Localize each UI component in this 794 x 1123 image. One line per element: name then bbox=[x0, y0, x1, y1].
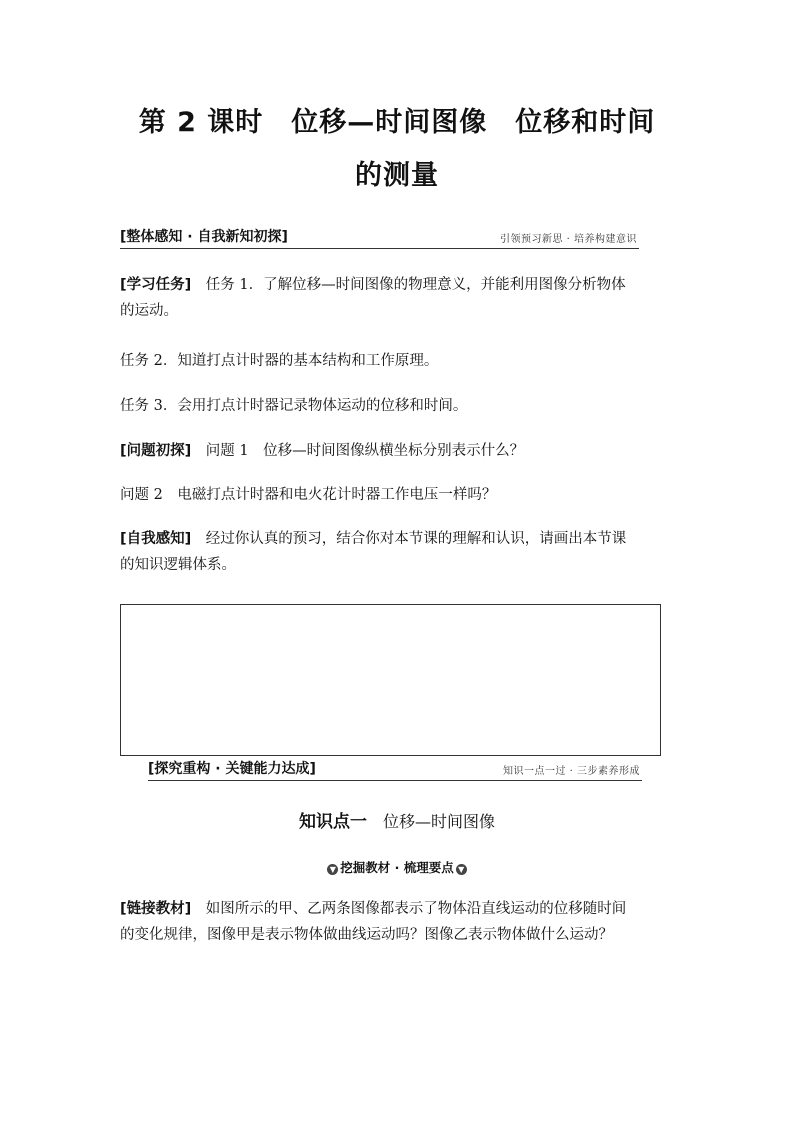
textbook-line1: 如图所示的甲、乙两条图像都表示了物体沿直线运动的位移随时间 bbox=[205, 901, 627, 917]
page-title-line2: 的测量 bbox=[355, 160, 439, 191]
section-header-preview bbox=[120, 226, 639, 249]
task-1-line2: 的运动。 bbox=[120, 303, 178, 319]
page-title-line1: 第 2 课时 位移—时间图像 位移和时间 bbox=[138, 107, 656, 138]
chevron-down-icon: ▼ bbox=[456, 864, 467, 875]
section-header-explore bbox=[148, 758, 642, 781]
tag-textbook: [链接教材] bbox=[120, 901, 192, 917]
knowledge-point-heading bbox=[0, 807, 794, 832]
knowledge-system-drawing-box[interactable] bbox=[120, 604, 661, 756]
banner-text: 挖掘教材 · 梳理要点 bbox=[340, 860, 454, 875]
textbook-line2: 的变化规律，图像甲是表示物体做曲线运动吗？图像乙表示物体做什么运动？ bbox=[120, 927, 613, 943]
tag-learning-tasks: [学习任务] bbox=[120, 277, 192, 293]
self-perception bbox=[120, 526, 680, 578]
question-2: 问题 2 电磁打点计时器和电火花计时器工作电压一样吗？ bbox=[120, 487, 497, 503]
knowledge-point-title: 位移—时间图像 bbox=[383, 812, 496, 831]
textbook-banner bbox=[0, 858, 794, 876]
task-1-line1: 任务 1．了解位移—时间图像的物理意义，并能利用图像分析物体 bbox=[205, 277, 626, 293]
section-label: [整体感知 · 自我新知初探] bbox=[120, 229, 288, 245]
self-line1: 经过你认真的预习，结合你对本节课的理解和认识，请画出本节课 bbox=[205, 531, 627, 547]
chevron-down-icon: ▼ bbox=[327, 864, 338, 875]
textbook-link bbox=[120, 896, 680, 948]
section-slogan: 引领预习新思 · 培养构建意识 bbox=[499, 234, 637, 245]
question-1-row bbox=[120, 438, 680, 464]
task-2: 任务 2．知道打点计时器的基本结构和工作原理。 bbox=[120, 353, 439, 369]
section-slogan: 知识一点一过 · 三步素养形成 bbox=[502, 766, 640, 777]
knowledge-point-label: 知识点一 bbox=[298, 812, 367, 832]
question-1: 问题 1 位移—时间图像纵横坐标分别表示什么？ bbox=[205, 443, 525, 459]
learning-tasks bbox=[120, 272, 680, 324]
section-label: [探究重构 · 关键能力达成] bbox=[148, 761, 316, 777]
task-3: 任务 3．会用打点计时器记录物体运动的位移和时间。 bbox=[120, 398, 468, 414]
self-line2: 的知识逻辑体系。 bbox=[120, 557, 236, 573]
tag-questions: [问题初探] bbox=[120, 443, 192, 459]
tag-self-perception: [自我感知] bbox=[120, 531, 192, 547]
